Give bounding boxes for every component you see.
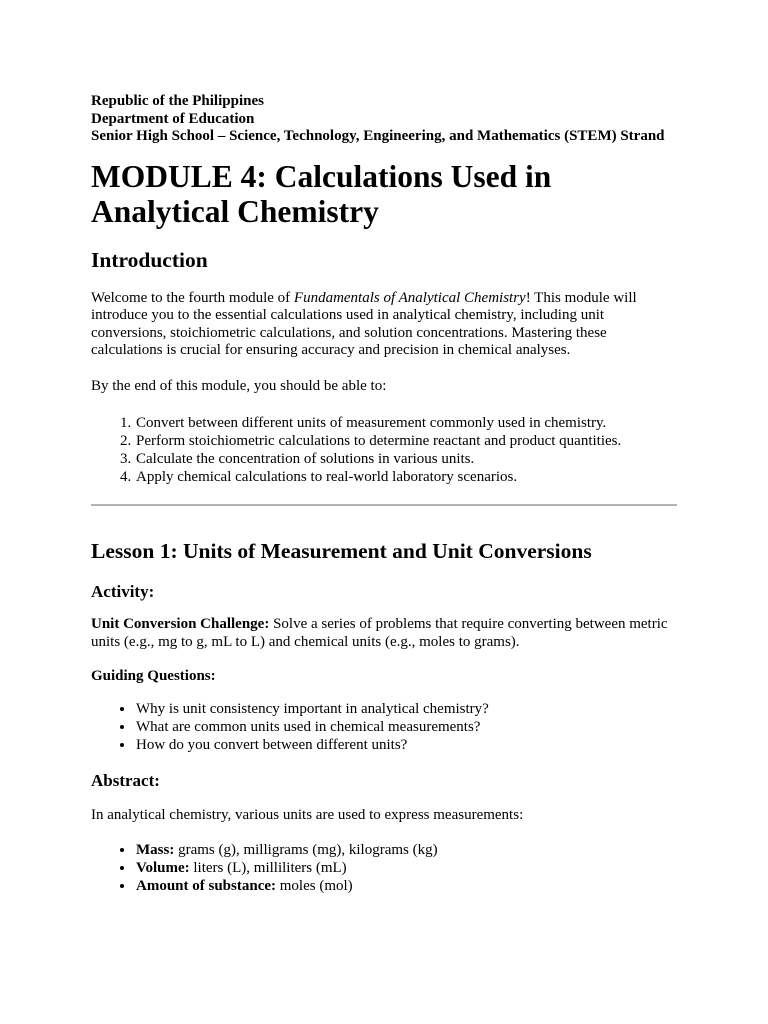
objective-item: 3. Calculate the concentration of solutions in various units. [135, 450, 677, 468]
introduction-paragraph [91, 290, 677, 360]
activity-heading: Activity: [91, 582, 155, 601]
objective-item: 1. Convert between different units of measurement commonly used in chemistry. [135, 414, 677, 432]
header-strand: Senior High School – Science, Technology, Engineering, and Mathematics (STEM) Strand [91, 128, 665, 144]
section-divider [91, 504, 677, 506]
book-title: Fundamentals of Analytical Chemistry [293, 289, 526, 306]
lesson1-heading: Lesson 1: Units of Measurement and Unit Conversions [91, 539, 592, 563]
unit-item [135, 859, 677, 877]
question-item: • Why is unit consistency important in analytical chemistry? [135, 700, 677, 718]
abstract-heading: Abstract: [91, 770, 160, 790]
header-department: Department of Education [91, 110, 255, 127]
challenge-text: Solve a series of problems that require converting between metric units (e.g., mg to g, mL to L) and chemical units (e.g., moles to grams). [91, 616, 668, 650]
challenge-label: Unit Conversion Challenge: [91, 616, 270, 632]
unit-text: moles (mol) [276, 878, 353, 894]
unit-label: Mass: [136, 842, 175, 858]
introduction-heading: Introduction [91, 247, 208, 272]
intro-text-after: ! This module will introduce you to the essential calculations used in analytical chemistry, including unit conversions, stoichiometric calculations, and solution concentrations. Mastering these calculations is crucial for ensuring accuracy and precision in chemical analyses. [91, 289, 637, 358]
guiding-questions-heading: Guiding Questions: [91, 668, 216, 684]
question-item: • How do you convert between different units? [135, 736, 677, 754]
objectives-list [91, 414, 677, 486]
module-title: MODULE 4: Calculations Used in Analytical Chemistry [91, 158, 552, 229]
objective-item: 2. Perform stoichiometric calculations to determine reactant and product quantities. [135, 432, 677, 450]
unit-item [135, 877, 677, 895]
question-item: • What are common units used in chemical measurements? [135, 718, 677, 736]
objective-item: 4. Apply chemical calculations to real-world laboratory scenarios. [135, 468, 677, 486]
intro-text-before: Welcome to the fourth module of [91, 289, 294, 306]
header-country: Republic of the Philippines [91, 93, 264, 109]
unit-text: liters (L), milliliters (mL) [189, 860, 347, 876]
unit-text: grams (g), milligrams (mg), kilograms (kg) [174, 842, 438, 858]
challenge-paragraph [91, 616, 677, 651]
unit-label: Amount of substance: [136, 878, 277, 894]
unit-label: Volume: [136, 860, 190, 876]
document-header [91, 93, 677, 146]
unit-item [135, 841, 677, 859]
guiding-questions-list [91, 700, 677, 754]
units-list [91, 841, 677, 895]
objectives-intro: By the end of this module, you should be able to: [91, 377, 387, 394]
abstract-intro: In analytical chemistry, various units are used to express measurements: [91, 806, 524, 823]
